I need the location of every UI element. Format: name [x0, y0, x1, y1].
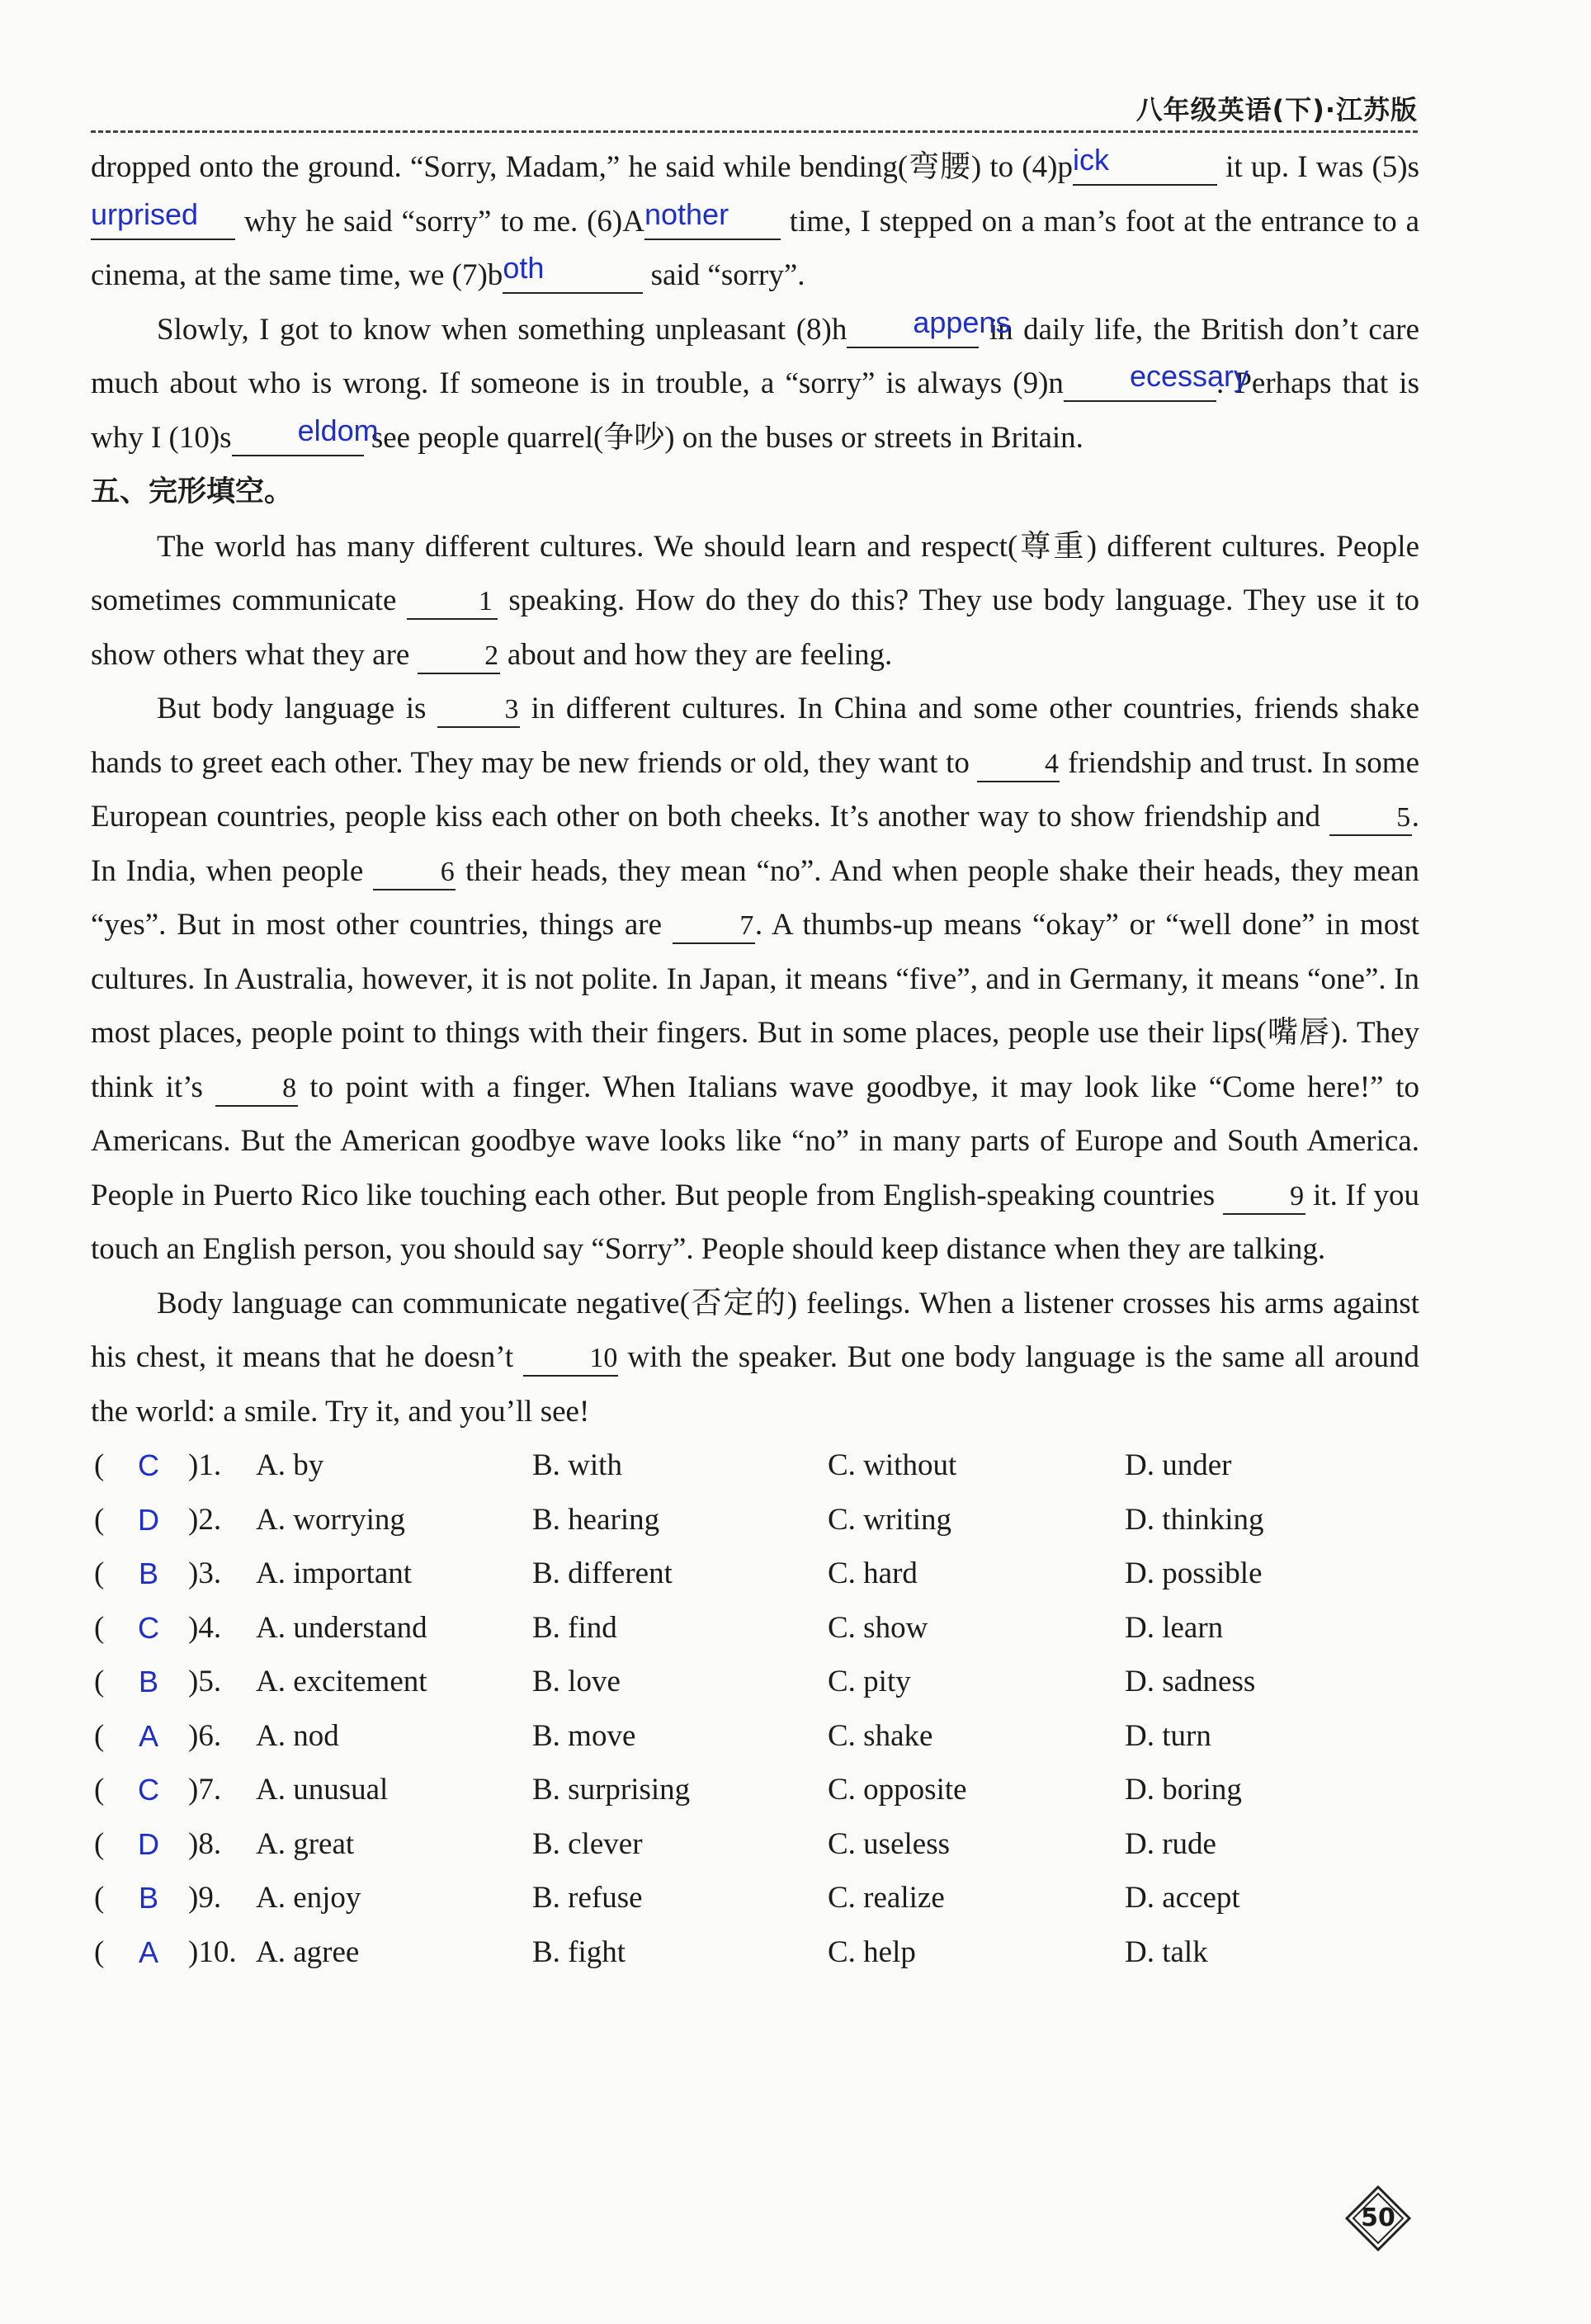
- text-run: to point with a finger. When Italians wave goodbye, it may look like “Come here!” to Americans. But the American goodbye wave looks like “no” in many parts of Europe and South America. People in Puerto Rico like touching each other. But people from English-speaking countries: [91, 1070, 1419, 1212]
- page-number-badge: [1345, 2185, 1411, 2251]
- cloze-paragraph-2: [91, 682, 1419, 1277]
- option-a: A. great: [256, 1826, 355, 1861]
- option-d: D. learn: [1125, 1610, 1224, 1645]
- question-number: )7.: [188, 1773, 222, 1807]
- cloze-blank-10: 10: [523, 1342, 618, 1377]
- option-b: B. hearing: [532, 1502, 660, 1537]
- option-a: A. enjoy: [256, 1881, 361, 1915]
- cloze-blank-6: 6: [373, 856, 456, 890]
- option-c: C. shake: [828, 1718, 933, 1753]
- question-row: [91, 1601, 1419, 1656]
- option-a: A. important: [256, 1556, 413, 1590]
- section-heading: [91, 465, 1419, 520]
- question-number: )8.: [188, 1826, 222, 1861]
- text-run: But body language is: [157, 692, 438, 725]
- option-a: A. nod: [256, 1718, 339, 1753]
- chosen-answer: B: [138, 1881, 158, 1915]
- answer-blank-7: [503, 251, 643, 294]
- text-run: see people quarrel(争吵) on the buses or streets in Britain.: [363, 420, 1083, 455]
- question-row: [91, 1709, 1419, 1764]
- option-c: C. opposite: [828, 1773, 967, 1807]
- option-c: C. help: [828, 1934, 916, 1969]
- text-run: dropped onto the ground. “Sorry, Madam,” he said while bending(弯腰) to (4)p: [91, 150, 1073, 184]
- filled-answer-4: ick: [1072, 143, 1109, 177]
- filled-answer-5: urprised: [91, 196, 199, 231]
- text-run: friendship and trust. In some European countries, people kiss each other on both cheeks. It’s another way to show friendship and: [91, 745, 1419, 834]
- text-run: it. If you touch an English person, you should say “Sorry”. People should keep distance when they are talking.: [91, 1178, 1419, 1266]
- filled-answer-8: appens: [913, 305, 1011, 339]
- text-run: it up. I was (5)s: [1216, 150, 1420, 184]
- open-paren: (: [94, 1881, 105, 1915]
- open-paren: (: [94, 1556, 105, 1590]
- open-paren: (: [94, 1502, 105, 1537]
- chosen-answer: A: [138, 1934, 158, 1969]
- book-title: 八年级英语(下)·江苏版: [1135, 94, 1418, 125]
- passage-paragraph-2: [91, 303, 1419, 465]
- question-number: )4.: [188, 1610, 222, 1645]
- option-c: C. realize: [828, 1881, 945, 1915]
- text-run: why he said “sorry” to me. (6)A: [235, 204, 644, 239]
- text-run: time, I stepped on a man’s foot at the entrance to a cinema, at the same time, we (7)b: [91, 204, 1419, 292]
- option-b: B. fight: [532, 1934, 626, 1969]
- question-number: )2.: [188, 1502, 222, 1537]
- question-row: [91, 1547, 1419, 1601]
- answer-blank-9: [1064, 359, 1249, 402]
- question-number: )9.: [188, 1881, 222, 1915]
- open-paren: (: [94, 1773, 105, 1807]
- question-row: [91, 1438, 1419, 1493]
- option-d: D. thinking: [1125, 1502, 1264, 1537]
- option-a: A. agree: [256, 1934, 360, 1969]
- answer-options: [91, 1438, 1419, 1979]
- cloze-blank-7: 7: [673, 909, 755, 944]
- text-run: The world has many different cultures. We should learn and respect(尊重) different cultures. People sometimes communicate: [91, 529, 1419, 617]
- question-row: [91, 1817, 1419, 1872]
- cloze-blank-1: 1: [407, 585, 498, 620]
- chosen-answer: C: [138, 1610, 159, 1645]
- text-run: in daily life, the British don’t care much about who is wrong. If someone is in trouble, a “sorry” is always (9)n: [91, 312, 1419, 400]
- option-a: A. understand: [256, 1610, 427, 1645]
- option-d: D. under: [1125, 1448, 1232, 1482]
- option-d: D. sadness: [1125, 1665, 1256, 1698]
- text-run: in different cultures. In China and some other countries, friends shake hands to greet each other. They may be new friends or old, they want to: [91, 692, 1419, 780]
- open-paren: (: [94, 1934, 105, 1969]
- option-c: C. useless: [828, 1826, 950, 1861]
- chosen-answer: A: [138, 1718, 158, 1753]
- filled-answer-7: oth: [503, 251, 545, 285]
- text-run: Slowly, I got to know when something unpleasant (8)h: [157, 312, 847, 347]
- option-b: B. love: [532, 1665, 621, 1698]
- option-d: D. rude: [1125, 1826, 1216, 1861]
- cloze-blank-5: 5: [1329, 801, 1412, 836]
- option-c: C. pity: [828, 1665, 911, 1698]
- question-number: )5.: [188, 1665, 222, 1698]
- text-run: . In India, when people: [91, 800, 1419, 888]
- text-run: said “sorry”.: [643, 258, 805, 292]
- answer-blank-8: [847, 305, 1011, 348]
- page-header: [91, 89, 1418, 133]
- section-title: 五、完形填空。: [91, 475, 294, 508]
- option-b: B. clever: [532, 1826, 643, 1861]
- chosen-answer: D: [138, 1502, 159, 1537]
- option-d: D. possible: [1125, 1556, 1263, 1590]
- option-d: D. turn: [1125, 1718, 1211, 1753]
- option-b: B. different: [532, 1556, 673, 1590]
- filled-answer-6: nother: [644, 196, 729, 231]
- cloze-paragraph-1: [91, 520, 1419, 683]
- option-d: D. talk: [1125, 1934, 1208, 1969]
- option-a: A. excitement: [256, 1665, 427, 1698]
- chosen-answer: D: [138, 1826, 159, 1861]
- open-paren: (: [94, 1718, 105, 1753]
- text-run: . A thumbs-up means “okay” or “well done” in most cultures. In Australia, however, it is not polite. In Japan, it means “five”, and in Germany, it means “one”. In most places, people point to things with their fingers. But in some places, people use their lips(嘴唇). They think it’s: [91, 908, 1419, 1104]
- option-b: B. with: [532, 1448, 622, 1482]
- text-run: Body language can communicate negative(否定的) feelings. When a listener crosses his arms against his chest, it means that he doesn’t: [91, 1286, 1419, 1374]
- filled-answer-10: eldom: [297, 413, 379, 447]
- option-d: D. boring: [1125, 1773, 1242, 1807]
- question-row: [91, 1493, 1419, 1547]
- option-c: C. without: [828, 1448, 957, 1482]
- option-b: B. find: [532, 1610, 617, 1645]
- text-run: their heads, they mean “no”. And when people shake their heads, they mean “yes”. But in most other countries, things are: [91, 853, 1419, 942]
- question-number: )3.: [188, 1556, 222, 1590]
- question-row: [91, 1655, 1419, 1709]
- answer-blank-6: [644, 196, 781, 240]
- page-number: 50: [1361, 2204, 1395, 2232]
- cloze-blank-2: 2: [418, 640, 500, 674]
- chosen-answer: B: [138, 1665, 158, 1698]
- open-paren: (: [94, 1448, 105, 1482]
- cloze-blank-4: 4: [977, 748, 1060, 782]
- option-c: C. writing: [828, 1502, 952, 1537]
- option-b: B. surprising: [532, 1773, 691, 1807]
- cloze-blank-8: 8: [215, 1072, 298, 1107]
- option-a: A. by: [256, 1448, 324, 1482]
- option-c: C. show: [828, 1610, 928, 1645]
- open-paren: (: [94, 1665, 105, 1698]
- answer-blank-5: [91, 196, 235, 240]
- option-b: B. refuse: [532, 1881, 643, 1915]
- text-run: speaking. How do they do this? They use body language. They use it to show others what they are: [91, 583, 1419, 672]
- cloze-blank-3: 3: [437, 693, 520, 728]
- filled-answer-9: ecessary: [1129, 359, 1249, 393]
- question-number: )1.: [188, 1448, 222, 1482]
- answer-blank-4: [1072, 143, 1217, 186]
- question-row: [91, 1871, 1419, 1925]
- question-number: )6.: [188, 1718, 222, 1753]
- page-content: [91, 140, 1419, 1979]
- answer-blank-10: [232, 413, 379, 456]
- passage-continued: [91, 140, 1419, 303]
- option-c: C. hard: [828, 1556, 918, 1590]
- question-row: [91, 1763, 1419, 1817]
- open-paren: (: [94, 1610, 105, 1645]
- text-run: . Perhaps that is why I (10)s: [91, 366, 1419, 455]
- option-a: A. unusual: [256, 1773, 389, 1807]
- question-number: )10.: [188, 1934, 237, 1969]
- cloze-blank-9: 9: [1223, 1180, 1305, 1215]
- chosen-answer: B: [138, 1556, 158, 1590]
- chosen-answer: C: [138, 1773, 159, 1807]
- text-run: about and how they are feeling.: [499, 637, 893, 672]
- text-run: with the speaker. But one body language is the same all around the world: a smile. Try it, and you’ll see!: [91, 1340, 1419, 1429]
- option-b: B. move: [532, 1718, 636, 1753]
- question-row: [91, 1925, 1419, 1980]
- option-d: D. accept: [1125, 1881, 1240, 1915]
- open-paren: (: [94, 1826, 105, 1861]
- cloze-paragraph-3: [91, 1277, 1419, 1439]
- chosen-answer: C: [138, 1448, 159, 1482]
- option-a: A. worrying: [256, 1502, 405, 1537]
